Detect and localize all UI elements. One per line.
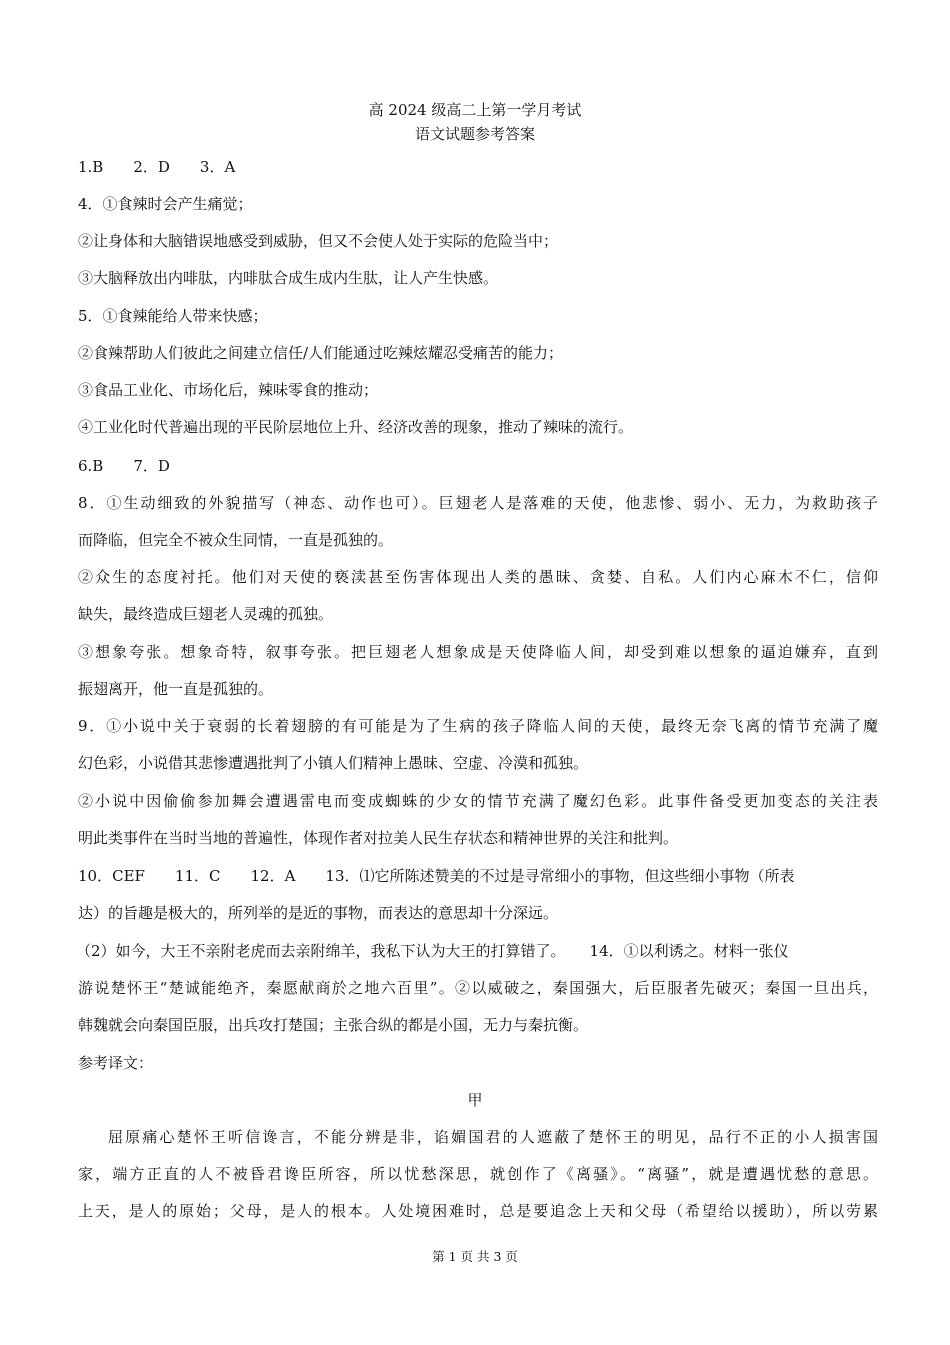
answer-key-subtitle: 语文试题参考答案 xyxy=(414,125,535,143)
answer-line-10-13 xyxy=(78,865,878,887)
answer-13-14-line xyxy=(76,940,876,962)
answer-2: 2．D xyxy=(133,158,170,176)
answer-5-point-2: ②食辣帮助人们彼此之间建立信任/人们能通过吃辣炫耀忍受痛苦的能力； xyxy=(78,344,564,362)
answer-8-line-6: 振翅离开，他一直是孤独的。 xyxy=(78,680,274,698)
answer-13-part-1-cont: 达）的旨趣是极大的，所列举的是近的事物，而表达的意思却十分深远。 xyxy=(78,904,559,922)
answer-5-point-3: ③食品工业化、市场化后，辣味零食的推动； xyxy=(78,381,379,399)
answer-9-line-1: 9．①小说中关于衰弱的长着翅膀的有可能是为了生病的孩子降临人间的天使，最终无奈飞离的情节充满了魔 xyxy=(78,717,878,735)
answer-8-line-4: 缺失，最终造成巨翅老人灵魂的孤独。 xyxy=(78,605,334,623)
answer-4-point-1: 4．①食辣时会产生痛觉； xyxy=(78,195,253,213)
answer-8-line-5: ③想象夸张。想象奇特，叙事夸张。把巨翅老人想象成是天使降临人间，却受到难以想象的逼迫嫌弃，直到 xyxy=(78,643,878,661)
translation-heading: 甲 xyxy=(467,1091,483,1109)
answer-7: 7．D xyxy=(133,457,170,475)
answer-5-point-4: ④工业化时代普遍出现的平民阶层地位上升、经济改善的现象，推动了辣味的流行。 xyxy=(78,418,634,436)
answer-9-line-4: 明此类事件在当时当地的普遍性，体现作者对拉美人民生存状态和精神世界的关注和批判。 xyxy=(78,829,679,847)
answer-14-line-3: 韩魏就会向秦国臣服，出兵攻打楚国；主张合纵的都是小国，无力与秦抗衡。 xyxy=(78,1016,589,1034)
translation-line-2: 家，端方正直的人不被昏君谗臣所容，所以忧愁深思，就创作了《离骚》。“离骚”，就是遭遇忧愁的意思。 xyxy=(78,1165,878,1183)
answer-line-6-7 xyxy=(78,455,878,477)
answer-4-point-2: ②让身体和大脑错误地感受到威胁，但又不会使人处于实际的危险当中； xyxy=(78,232,559,250)
translation-line-3: 上天，是人的原始；父母，是人的根本。人处境困难时，总是要追念上天和父母（希望给以援助），所以劳累 xyxy=(78,1202,878,1220)
answer-9-line-3: ②小说中因偷偷参加舞会遭遇雷电而变成蜘蛛的少女的情节充满了魔幻色彩。此事件备受更加变态的关注表 xyxy=(78,792,878,810)
answer-6: 6.B xyxy=(78,457,104,475)
answer-12: 12．A xyxy=(250,867,296,885)
answer-8-line-3: ②众生的态度衬托。他们对天使的亵渎甚至伤害体现出人类的愚昧、贪婪、自私。人们内心麻木不仁，信仰 xyxy=(78,568,878,586)
translation-line-1: 屈原痛心楚怀王听信谗言，不能分辨是非，谄媚国君的人遮蔽了楚怀王的明见，品行不正的小人损害国 xyxy=(108,1128,878,1146)
answer-13-part-2: （2）如今，大王不亲附老虎而去亲附绵羊，我私下认为大王的打算错了。 xyxy=(76,942,566,960)
answer-4-point-3: ③大脑释放出内啡肽，内啡肽合成生成内生肽，让人产生快感。 xyxy=(78,269,499,287)
answer-8-line-2: 而降临，但完全不被众生同情，一直是孤独的。 xyxy=(78,531,394,549)
answer-5-point-1: 5．①食辣能给人带来快感； xyxy=(78,307,268,325)
answer-13-part-1: 13．⑴它所陈述赞美的不过是寻常细小的事物，但这些细小事物（所表 xyxy=(325,867,795,885)
answer-3: 3．A xyxy=(199,158,236,176)
answer-10: 10．CEF xyxy=(78,867,145,885)
answer-9-line-2: 幻色彩，小说借其悲惨遭遇批判了小镇人们精神上愚昧、空虚、冷漠和孤独。 xyxy=(78,754,589,772)
answer-14-line-2: 游说楚怀王“楚诚能绝齐，秦愿献商於之地六百里”。②以威破之，秦国强大，后臣服者先破灭；秦国一旦出兵， xyxy=(78,979,878,997)
answer-line-1-3 xyxy=(78,156,878,178)
answer-1: 1.B xyxy=(78,158,104,176)
answer-11: 11．C xyxy=(174,867,221,885)
answer-14-start: 14．①以利诱之。材料一张仪 xyxy=(589,942,789,960)
answer-8-line-1: 8．①生动细致的外貌描写（神态、动作也可）。巨翅老人是落难的天使，他悲惨、弱小、无力，为救助孩子 xyxy=(78,494,878,512)
reference-translation-label: 参考译文： xyxy=(78,1054,154,1072)
page-number: 第 1 页 共 3 页 xyxy=(432,1249,518,1264)
exam-title: 高 2024 级高二上第一学月考试 xyxy=(368,101,582,119)
